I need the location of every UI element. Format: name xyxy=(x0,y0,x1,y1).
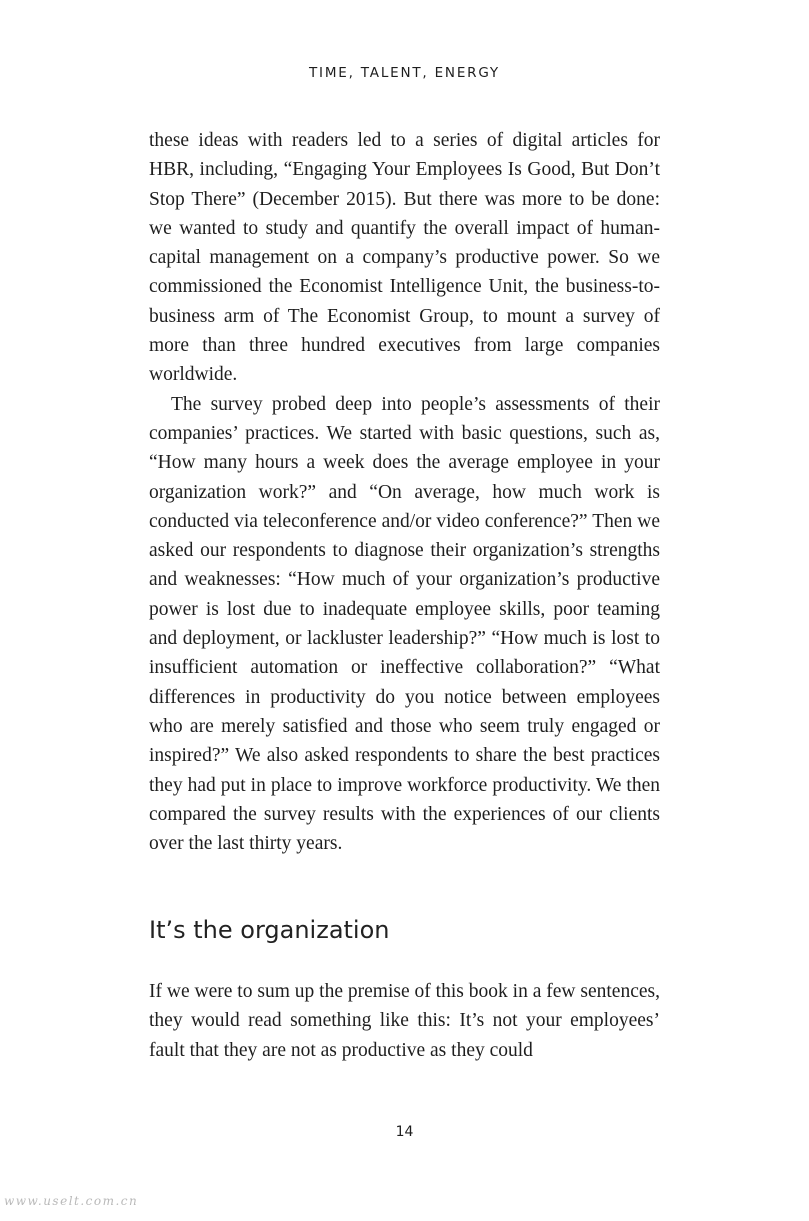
running-head: TIME, TALENT, ENERGY xyxy=(309,65,500,81)
body-paragraph: If we were to sum up the premise of this book in a few sentences, they would read something like this: It’s not your employees’ fault that they are not as productive as they could xyxy=(149,981,660,1061)
section-text-block xyxy=(149,977,660,1065)
section-heading: It’s the organization xyxy=(149,916,390,944)
watermark: www.uselt.com.cn xyxy=(4,1194,139,1208)
body-paragraph: these ideas with readers led to a series of digital articles for HBR, including, “Engaging Your Employees Is Good, But Don’t Stop There” (December 2015). But there was more to be done: we wanted to study and quantify the overall impact of human-capital management on a company’s productive power. So we commissioned the Economist Intelligence Unit, the business-to-business arm of The Economist Group, to mount a survey of more than three hundred executives from large companies worldwide. xyxy=(149,130,660,386)
body-paragraph: The survey probed deep into people’s assessments of their companies’ practices. We started with basic questions, such as, “How many hours a week does the average employee in your organization work?” and “On average, how much work is conducted via teleconference and/or video conference?” Then we asked our respondents to diagnose their organization’s strengths and weaknesses: “How much of your organization’s productive power is lost due to inadequate employee skills, poor teaming and deployment, or lackluster leadership?” “How much is lost to insufficient automation or ineffective collaboration?” “What differences in productivity do you notice between employees who are merely satisfied and those who seem truly engaged or inspired?” We also asked respondents to share the best practices they had put in place to improve workforce productivity. We then compared the survey results with the experiences of our clients over the last thirty years. xyxy=(149,393,660,855)
body-text-block xyxy=(149,126,660,858)
page-number: 14 xyxy=(395,1124,414,1140)
